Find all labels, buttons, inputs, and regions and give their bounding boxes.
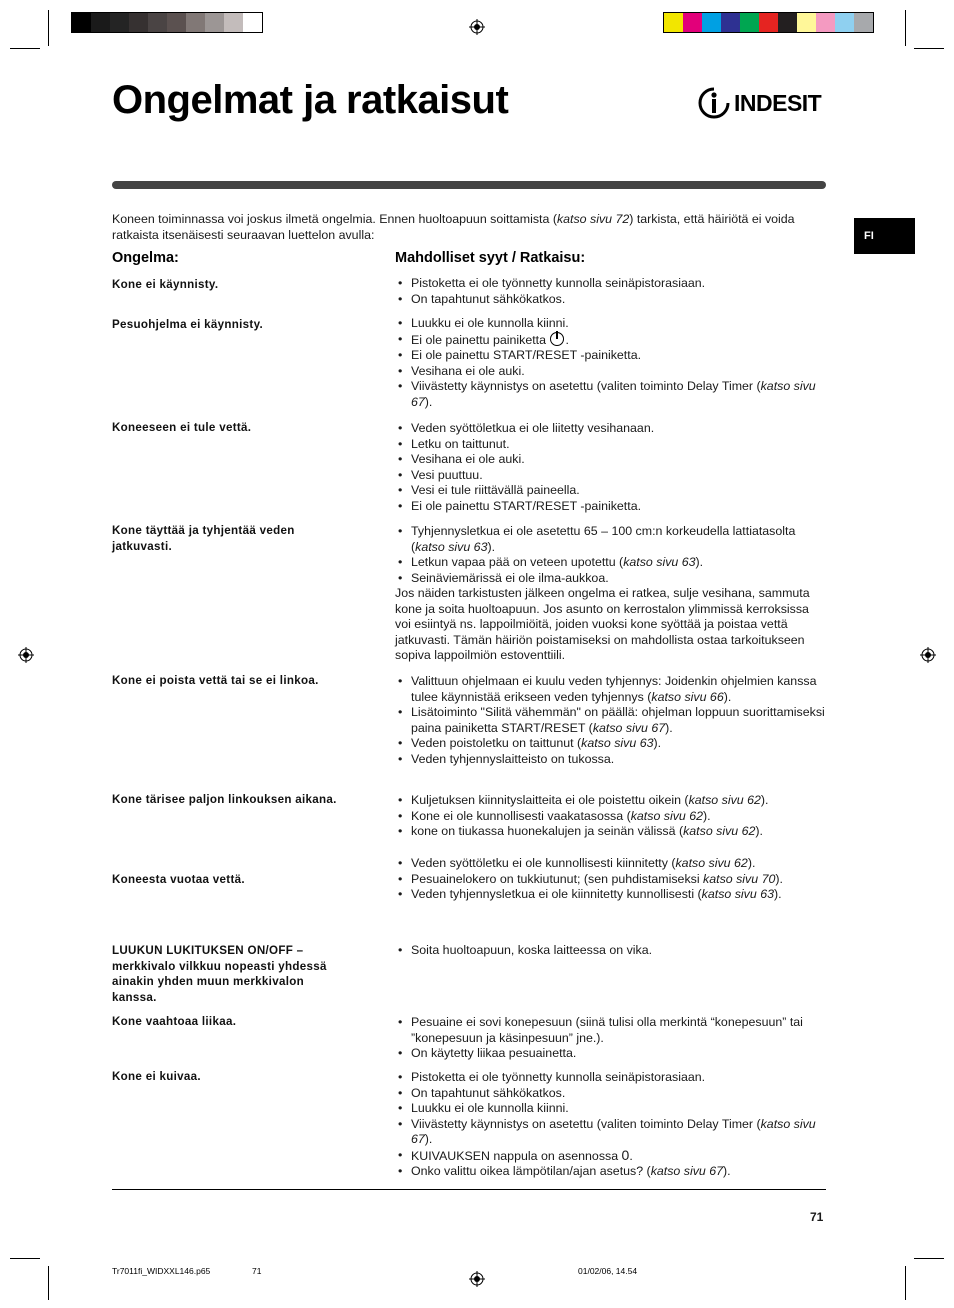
solution-item: • Veden tyhjennysletkua ei ole kiinnitetty kunnollisesti (katso sivu 63). bbox=[395, 887, 826, 903]
solution-item: • Seinäviemärissä ei ole ilma-aukkoa. bbox=[395, 571, 826, 587]
color-swatch bbox=[816, 13, 835, 32]
problem-label: Kone täyttää ja tyhjentää veden jatkuvasti. bbox=[112, 524, 295, 553]
brand-logo bbox=[698, 86, 821, 120]
problem-label: Pesuohjelma ei käynnisty. bbox=[112, 318, 263, 331]
solution-item: • On tapahtunut sähkökatkos. bbox=[395, 1086, 826, 1102]
solution-item: • Veden syöttöletkua ei ole liitetty vesihanaan. bbox=[395, 421, 826, 437]
solution-item: • KUIVAUKSEN nappula on asennossa 0. bbox=[395, 1148, 826, 1165]
solution-list bbox=[395, 524, 826, 664]
color-swatch bbox=[148, 13, 167, 32]
solution-item: • Onko valittu oikea lämpötilan/ajan asetus? (katso sivu 67). bbox=[395, 1164, 826, 1180]
page-number: 71 bbox=[810, 1210, 824, 1224]
solution-item: • Pesuaine ei sovi konepesuun (siinä tulisi olla merkintä “konepesuun” tai ”konepesuun ja käsinpesuun” jne.). bbox=[395, 1015, 826, 1046]
solution-column-heading: Mahdolliset syyt / Ratkaisu: bbox=[395, 250, 586, 266]
solution-list bbox=[395, 1070, 826, 1180]
solution-list bbox=[395, 421, 826, 514]
solution-list bbox=[395, 674, 826, 767]
solution-item: • Veden syöttöletku ei ole kunnollisesti kiinnitetty (katso sivu 62). bbox=[395, 856, 826, 872]
problem-label: Kone ei kuivaa. bbox=[112, 1070, 201, 1083]
solution-item: • Ei ole painettu painiketta . bbox=[395, 332, 826, 349]
color-swatch bbox=[243, 13, 262, 32]
color-swatch bbox=[835, 13, 854, 32]
color-swatch bbox=[186, 13, 205, 32]
color-swatch bbox=[129, 13, 148, 32]
bottom-divider bbox=[112, 1189, 826, 1190]
problem-label: Kone ei käynnisty. bbox=[112, 278, 219, 291]
solution-item: • Vesihana ei ole auki. bbox=[395, 452, 826, 468]
solution-item: • Pesuainelokero on tukkiutunut; (sen puhdistamiseksi katso sivu 70). bbox=[395, 872, 826, 888]
solution-item: • Letku on taittunut. bbox=[395, 437, 826, 453]
solution-item: • kone on tiukassa huonekalujen ja seinän välissä (katso sivu 62). bbox=[395, 824, 826, 840]
color-swatch bbox=[72, 13, 91, 32]
footer-page: 71 bbox=[252, 1266, 262, 1276]
page-title: Ongelmat ja ratkaisut bbox=[112, 78, 509, 122]
color-swatch bbox=[797, 13, 816, 32]
solution-item: • Veden tyhjennyslaitteisto on tukossa. bbox=[395, 752, 826, 768]
color-swatch bbox=[683, 13, 702, 32]
title-divider bbox=[112, 181, 826, 189]
solution-item: • Kone ei ole kunnollisesti vaakatasossa (katso sivu 62). bbox=[395, 809, 826, 825]
intro-text: Koneen toiminnassa voi joskus ilmetä ongelmia. Ennen huoltoapuun soittamista (katso sivu 72) tarkista, että häiriötä ei voida ratkaista itsenäisesti seuraavan luettelon avulla: bbox=[112, 212, 795, 242]
solution-item: • On tapahtunut sähkökatkos. bbox=[395, 292, 826, 308]
solution-list bbox=[395, 316, 826, 410]
problem-label: Kone vaahtoaa liikaa. bbox=[112, 1015, 237, 1028]
color-swatch bbox=[110, 13, 129, 32]
footer-filename: Tr7011fi_WIDXXL146.p65 bbox=[112, 1266, 211, 1276]
color-swatch bbox=[702, 13, 721, 32]
color-swatch bbox=[854, 13, 873, 32]
color-swatch bbox=[721, 13, 740, 32]
solution-item: • Veden poistoletku on taittunut (katso sivu 63). bbox=[395, 736, 826, 752]
color-swatch bbox=[224, 13, 243, 32]
indesit-logo-icon bbox=[698, 86, 730, 120]
solution-item: • Luukku ei ole kunnolla kiinni. bbox=[395, 1101, 826, 1117]
color-swatch bbox=[740, 13, 759, 32]
solution-item: • Viivästetty käynnistys on asetettu (valiten toiminto Delay Timer (katso sivu 67). bbox=[395, 1117, 826, 1148]
solution-item: • Letkun vapaa pää on veteen upotettu (katso sivu 63). bbox=[395, 555, 826, 571]
registration-mark-icon bbox=[469, 19, 485, 35]
problem-column-heading: Ongelma: bbox=[112, 250, 179, 266]
problem-label: LUUKUN LUKITUKSEN ON/OFF – merkkivalo vilkkuu nopeasti yhdessä ainakin yhden muun merkkivalon kanssa. bbox=[112, 944, 327, 1004]
color-swatch bbox=[778, 13, 797, 32]
process-color-swatch-bar bbox=[663, 12, 874, 33]
solution-item: • Luukku ei ole kunnolla kiinni. bbox=[395, 316, 826, 332]
registration-mark-icon bbox=[469, 1271, 485, 1287]
solution-list bbox=[395, 1015, 826, 1062]
registration-mark-icon bbox=[920, 647, 936, 663]
solution-item: • Vesi ei tule riittävällä paineella. bbox=[395, 483, 826, 499]
solution-item: • Vesi puuttuu. bbox=[395, 468, 826, 484]
solution-note: Jos näiden tarkistusten jälkeen ongelma ei ratkea, sulje vesihana, sammuta kone ja soita huoltoapuun. Jos asunto on kerrostalon ylimmissä kerroksissa voi esiintyä ns. lappoilmiöitä, joiden vuoksi kone syöttää ja poistaa vettä jatkuvasti. Tämän häiriön poistamiseksi on mahdollista ostaa tarkoitukseen sopiva lappoilmiön estoventtiili. bbox=[395, 586, 810, 662]
solution-item: • Viivästetty käynnistys on asetettu (valiten toiminto Delay Timer (katso sivu 67). bbox=[395, 379, 826, 410]
grayscale-swatch-bar bbox=[71, 12, 263, 33]
solution-item: • Ei ole painettu START/RESET -painiketta. bbox=[395, 348, 826, 364]
solution-list bbox=[395, 793, 826, 840]
solution-list bbox=[395, 276, 826, 307]
footer-date: 01/02/06, 14.54 bbox=[578, 1266, 638, 1276]
problem-label: Kone ei poista vettä tai se ei linkoa. bbox=[112, 674, 319, 687]
solution-item: • Ei ole painettu START/RESET -painiketta. bbox=[395, 499, 826, 515]
solution-list bbox=[395, 856, 826, 903]
problem-label: Koneesta vuotaa vettä. bbox=[112, 873, 245, 886]
brand-name: INDESIT bbox=[734, 89, 822, 116]
solution-item: • Tyhjennysletkua ei ole asetettu 65 – 100 cm:n korkeudella lattiatasolta (katso sivu 63). bbox=[395, 524, 826, 555]
solution-item: • On käytetty liikaa pesuainetta. bbox=[395, 1046, 826, 1062]
problem-label: Koneeseen ei tule vettä. bbox=[112, 421, 252, 434]
solution-item: • Vesihana ei ole auki. bbox=[395, 364, 826, 380]
solution-item: • Valittuun ohjelmaan ei kuulu veden tyhjennys: Joidenkin ohjelmien kanssa tulee käynnistää erikseen veden tyhjennys (katso sivu 66). bbox=[395, 674, 826, 705]
color-swatch bbox=[205, 13, 224, 32]
registration-mark-icon bbox=[18, 647, 34, 663]
solution-list bbox=[395, 943, 826, 959]
solution-item: • Lisätoiminto "Silitä vähemmän" on päällä: ohjelman loppuun suorittamiseksi paina painiketta START/RESET (katso sivu 67). bbox=[395, 705, 826, 736]
color-swatch bbox=[759, 13, 778, 32]
power-button-icon bbox=[550, 332, 564, 346]
solution-item: • Soita huoltoapuun, koska laitteessa on vika. bbox=[395, 943, 826, 959]
problem-label: Kone tärisee paljon linkouksen aikana. bbox=[112, 793, 337, 806]
color-swatch bbox=[664, 13, 683, 32]
solution-item: • Kuljetuksen kiinnityslaitteita ei ole poistettu oikein (katso sivu 62). bbox=[395, 793, 826, 809]
solution-item: • Pistoketta ei ole työnnetty kunnolla seinäpistorasiaan. bbox=[395, 1070, 826, 1086]
color-swatch bbox=[167, 13, 186, 32]
language-tab: FI bbox=[854, 218, 915, 254]
solution-item: • Pistoketta ei ole työnnetty kunnolla seinäpistorasiaan. bbox=[395, 276, 826, 292]
color-swatch bbox=[91, 13, 110, 32]
